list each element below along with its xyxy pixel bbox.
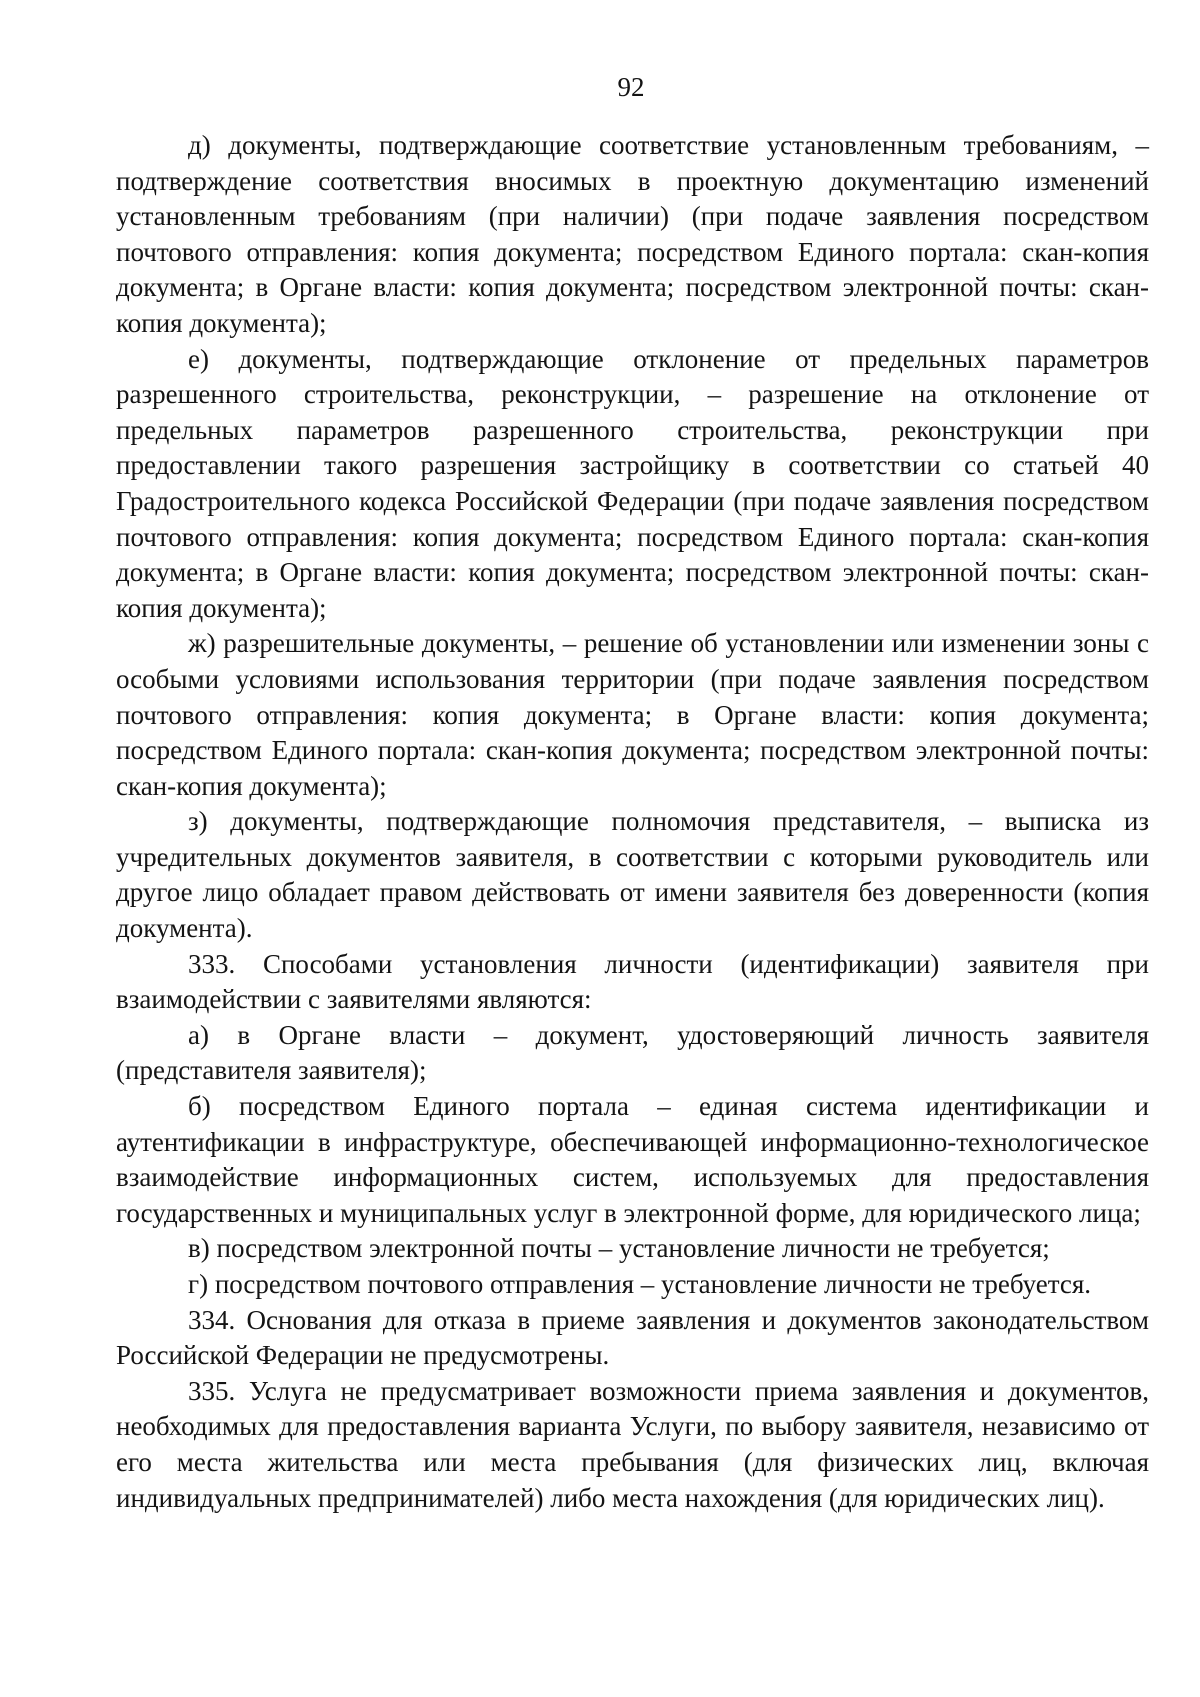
paragraph-333-identification-methods: 333. Способами установления личности (идентификации) заявителя при взаимодействии с заявителями являются: xyxy=(116,948,1149,1015)
paragraph-v-email: в) посредством электронной почты – установление личности не требуется; xyxy=(188,1233,1050,1264)
paragraph-334-refusal-grounds: 334. Основания для отказа в приеме заявления и документов законодательством Российской Федерации не предусмотрены. xyxy=(116,1304,1149,1371)
paragraph-d-project-docs: д) документы, подтверждающие соответствие установленным требованиям, – подтверждение соответствия вносимых в проектную документацию изменений установленным требованиям (при наличии) (при подаче заявления посредством почтового отправления: копия документа; посредством Единого портала: скан-копия документа; в Органе власти: копия документа; посредством электронной почты: скан-копия документа); xyxy=(116,130,1149,338)
paragraph-e-deviation-permit: е) документы, подтверждающие отклонение от предельных параметров разрешенного строительства, реконструкции, – разрешение на отклонение от предельных параметров разрешенного строительства, реконструкции при предоставлении такого разрешения застройщику в соответствии со статьей 40 Градостроительного кодекса Российской Федерации (при подаче заявления посредством почтового отправления: копия документа; посредством Единого портала: скан-копия документа; в Органе власти: копия документа; посредством электронной почты: скан-копия документа); xyxy=(116,343,1149,623)
paragraph-b-unified-portal: б) посредством Единого портала – единая система идентификации и аутентификации в инфраструктуре, обеспечивающей информационно-технологическое взаимодействие информационных систем, используемых для предоставления государственных и муниципальных услуг в электронной форме, для юридического лица; xyxy=(116,1091,1149,1228)
paragraph-z-representative-authority: з) документы, подтверждающие полномочия представителя, – выписка из учредительных документов заявителя, в соответствии с которыми руководитель или другое лицо обладает правом действовать от имени заявителя без доверенности (копия документа). xyxy=(116,806,1149,944)
page-number: 92 xyxy=(617,72,645,102)
document-body xyxy=(116,128,1149,1516)
paragraph-335-extraterritorial: 335. Услуга не предусматривает возможности приема заявления и документов, необходимых для предоставления варианта Услуги, по выбору заявителя, независимо от его места жительства или места пребывания (для физических лиц, включая индивидуальных предпринимателей) либо места нахождения (для юридических лиц). xyxy=(116,1375,1149,1513)
paragraph-g-postal: г) посредством почтового отправления – установление личности не требуется. xyxy=(188,1269,1092,1299)
paragraph-a-authority-office: а) в Органе власти – документ, удостоверяющий личность заявителя (представителя заявителя); xyxy=(116,1019,1149,1086)
paragraph-zh-permit-docs: ж) разрешительные документы, – решение об установлении или изменении зоны с особыми условиями использования территории (при подаче заявления посредством почтового отправления: копия документа; в Органе власти: копия документа; посредством Единого портала: скан-копия документа; посредством электронной почты: скан-копия документа); xyxy=(116,628,1149,801)
